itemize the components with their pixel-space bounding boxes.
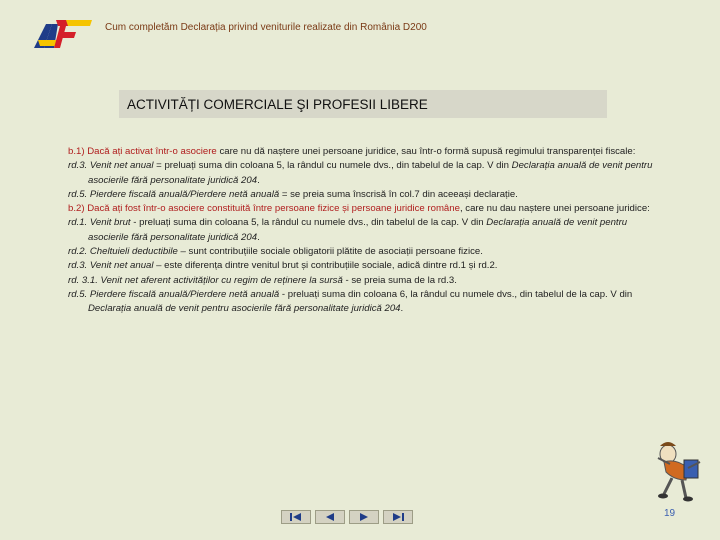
rd1-ref: Declarația anuală de venit pentru asocierile fără personalitate juridică 204	[88, 217, 628, 243]
rd31-label: rd. 3.1. Venit net aferent activităților cu regim de reținere la sursă	[68, 274, 343, 286]
content-body	[68, 145, 658, 317]
rd1-label: rd.1. Venit brut	[68, 217, 131, 229]
last-slide-icon	[391, 512, 405, 522]
rd5-label: rd.5. Pierdere fiscală anuală/Pierdere netă anuală	[68, 188, 280, 200]
first-slide-icon	[289, 512, 303, 522]
slide-navigation	[281, 510, 413, 524]
next-slide-button[interactable]	[349, 510, 379, 524]
rd3b-label: rd.3. Venit net anual	[68, 260, 154, 272]
rd3b-text: – este diferența dintre venitul brut și contribuțiile sociale, adică dintre rd.1 și rd.2.	[153, 260, 498, 272]
anaf-logo	[32, 16, 94, 50]
b2-text: , care nu dau naștere unei persoane juridice:	[459, 203, 650, 215]
previous-slide-icon	[323, 512, 337, 522]
paragraph-rd3	[68, 159, 658, 188]
previous-slide-button[interactable]	[315, 510, 345, 524]
b2-label: b.2) Dacă ați fost într-o asociere constituită între persoane fizice și persoane juridice române	[68, 203, 460, 215]
rd2-label: rd.2. Cheltuieli deductibile –	[68, 246, 186, 258]
rd3-text: = preluați suma din coloana 5, la rândul cu numele dvs., din tabelul de la cap. V din	[153, 160, 512, 172]
rd3-ref: Declarația anuală de venit pentru asocierile fără personalitate juridică 204	[88, 160, 653, 186]
rd5b-end: .	[400, 303, 404, 315]
section-heading: ACTIVITĂȚI COMERCIALE ŞI PROFESII LIBERE	[119, 90, 607, 118]
paragraph-rd2	[68, 245, 658, 259]
paragraph-rd1	[68, 216, 658, 245]
cartoon-clipart	[652, 432, 712, 506]
rd3-end: .	[257, 174, 260, 186]
paragraph-rd3b	[68, 259, 658, 273]
paragraph-rd5b	[68, 288, 658, 317]
first-slide-button[interactable]	[281, 510, 311, 524]
last-slide-button[interactable]	[383, 510, 413, 524]
paragraph-b1	[68, 145, 658, 159]
b1-label: b.1) Dacă ați activat într-o asociere	[68, 146, 217, 157]
next-slide-icon	[357, 512, 371, 522]
paragraph-rd5	[68, 188, 658, 202]
rd5b-label: rd.5. Pierdere fiscală anuală/Pierdere netă anuală	[68, 288, 280, 300]
b1-text: care nu dă naștere unei persoane juridice, sau într-o formă supusă regimului transparenței fiscale:	[216, 146, 636, 157]
rd5b-ref: Declarația anuală de venit pentru asocierile fără personalitate juridică 204	[88, 303, 401, 315]
rd3-label: rd.3. Venit net anual	[68, 160, 154, 172]
header-title: Cum completăm Declarația privind veniturile realizate din România D200	[105, 22, 427, 33]
paragraph-b2	[68, 202, 658, 216]
paragraph-rd31	[68, 274, 658, 288]
rd5-text: = se preia suma înscrisă în col.7 din aceeași declarație.	[279, 188, 518, 200]
rd1-text: - preluați suma din coloana 5, la rândul cu numele dvs., din tabelul de la cap. V din	[130, 217, 487, 229]
rd2-text: sunt contribuțiile sociale obligatorii plătite de asociații persoane fizice.	[185, 246, 483, 258]
rd5b-text: - preluați suma din coloana 6, la rândul cu numele dvs., din tabelul de la cap. V din	[279, 288, 633, 300]
rd31-text: - se preia suma de la rd.3.	[342, 274, 457, 286]
rd1-end: .	[257, 231, 260, 243]
page-number: 19	[664, 508, 676, 519]
